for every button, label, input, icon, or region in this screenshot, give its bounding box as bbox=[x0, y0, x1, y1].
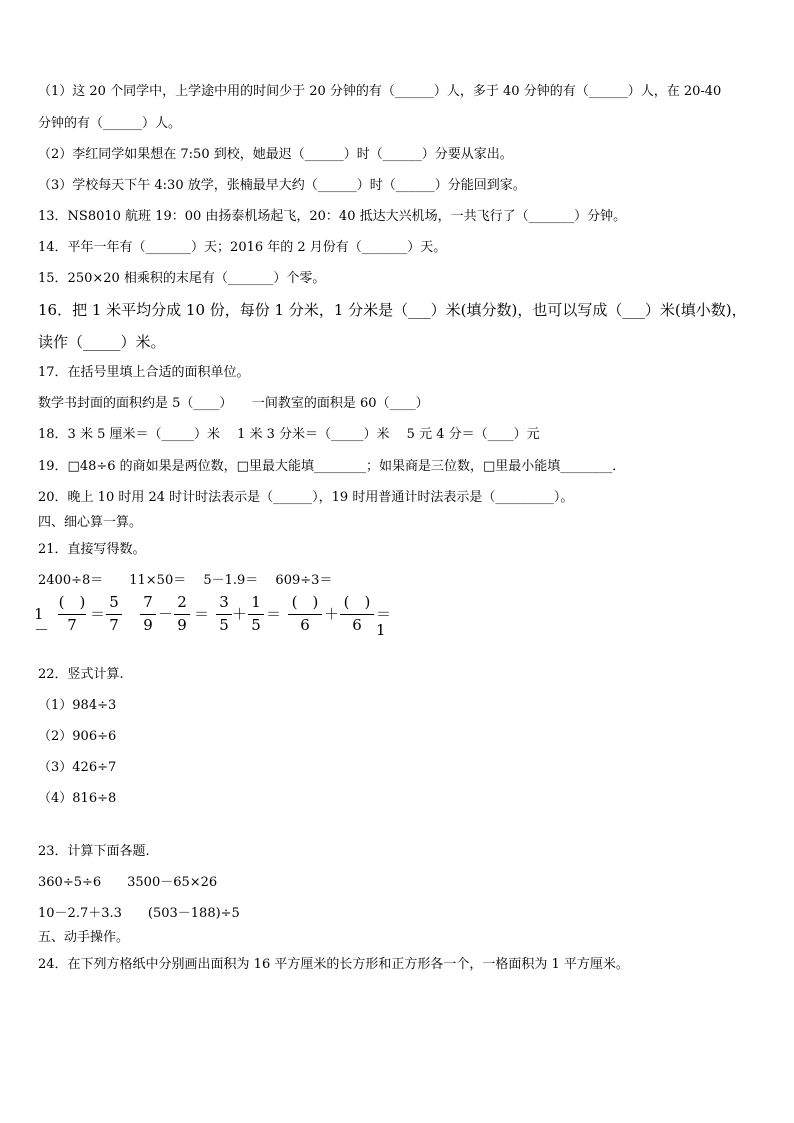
question-20: 20．晚上 10 时用 24 时计时法表示是（______），19 时用普通计时法表示是（_________）。 bbox=[38, 490, 574, 505]
fraction-8-denominator: 6 bbox=[352, 616, 362, 634]
fraction-5-plus: ＋ bbox=[232, 605, 248, 623]
fraction-8-equals: ＝1 bbox=[376, 605, 392, 639]
fraction-4-bar bbox=[174, 614, 190, 615]
fraction-4-numerator: 2 bbox=[177, 593, 187, 611]
question-13: 13．NS8010 航班 19：00 由扬泰机场起飞，20：40 抵达大兴机场，一共飞行了（_______）分钟。 bbox=[38, 209, 627, 224]
fraction-7-plus: ＋ bbox=[324, 605, 340, 623]
fraction-2-denominator: 7 bbox=[109, 616, 119, 634]
question-16-line-a: 16．把 1 米平均分成 10 份，每份 1 分米，1 分米是（___）米(填分数)，也可以写成（___）米(填小数)， bbox=[38, 301, 747, 319]
fraction-1-denominator: 7 bbox=[67, 616, 77, 634]
question-part-2: （2）李红同学如果想在 7:50 到校，她最迟（______）时（______）分要从家出。 bbox=[38, 147, 513, 162]
fraction-3-minus: － bbox=[158, 605, 174, 623]
question-22-item-4: （4）816÷8 bbox=[38, 791, 117, 806]
question-24: 24．在下列方格纸中分别画出面积为 16 平方厘米的长方形和正方形各一个，一格面积为 1 平方厘米。 bbox=[38, 957, 629, 972]
question-21-row-1: 2400÷8＝ 11×50＝ 5－1.9＝ 609÷3＝ bbox=[38, 573, 333, 588]
fraction-6-numerator: 1 bbox=[251, 593, 261, 611]
question-16-line-b: 读作（_____）米。 bbox=[38, 333, 166, 351]
fraction-lead: 1－ bbox=[34, 605, 50, 639]
fraction-1-equals: ＝ bbox=[90, 605, 106, 623]
fraction-5-numerator: 3 bbox=[219, 593, 229, 611]
fraction-1-numerator: ( ) bbox=[58, 593, 86, 611]
fraction-8-bar bbox=[340, 614, 374, 615]
fraction-6-bar bbox=[248, 614, 264, 615]
question-22-item-3: （3）426÷7 bbox=[38, 760, 117, 775]
question-14: 14．平年一年有（_______）天；2016 年的 2 月份有（_______）天。 bbox=[38, 240, 447, 255]
fraction-3-denominator: 9 bbox=[143, 616, 153, 634]
fraction-4-denominator: 9 bbox=[177, 616, 187, 634]
question-17: 17．在括号里填上合适的面积单位。 bbox=[38, 365, 250, 380]
fraction-7-denominator: 6 bbox=[300, 616, 310, 634]
question-23-row-1: 360÷5÷6 3500－65×26 bbox=[38, 875, 218, 890]
section-4-heading: 四、细心算一算。 bbox=[38, 515, 143, 530]
question-part-1-line-b: 分钟的有（______）人。 bbox=[38, 116, 182, 131]
fraction-5-bar bbox=[216, 614, 232, 615]
question-23-row-2: 10－2.7＋3.3 (503－188)÷5 bbox=[38, 906, 240, 921]
question-17-items: 数学书封面的面积约是 5（____） 一间教室的面积是 60（____） bbox=[38, 396, 429, 411]
question-21: 21．直接写得数。 bbox=[38, 542, 146, 557]
question-23: 23．计算下面各题. bbox=[38, 844, 150, 859]
fraction-7-numerator: ( ) bbox=[291, 593, 319, 611]
fraction-6-equals: ＝ bbox=[266, 605, 282, 623]
fraction-4-equals: ＝ bbox=[194, 605, 210, 623]
question-part-1-line-a: （1）这 20 个同学中，上学途中用的时间少于 20 分钟的有（______）人，多于 40 分钟的有（______）人，在 20-40 bbox=[38, 84, 722, 99]
fraction-2-numerator: 5 bbox=[109, 593, 119, 611]
fraction-8-numerator: ( ) bbox=[343, 593, 371, 611]
fraction-2-bar bbox=[106, 614, 122, 615]
fraction-3-bar bbox=[140, 614, 156, 615]
fraction-3-numerator: 7 bbox=[143, 593, 153, 611]
question-22-item-2: （2）906÷6 bbox=[38, 729, 117, 744]
fraction-1-bar bbox=[58, 614, 86, 615]
fraction-7-bar bbox=[288, 614, 322, 615]
question-22: 22．竖式计算. bbox=[38, 667, 124, 682]
section-5-heading: 五、动手操作。 bbox=[38, 930, 130, 945]
question-15: 15．250×20 相乘积的末尾有（_______）个零。 bbox=[38, 271, 326, 286]
question-19: 19．□48÷6 的商如果是两位数，□里最大能填________；如果商是三位数，□里最小能填________． bbox=[38, 459, 626, 474]
question-part-3: （3）学校每天下午 4:30 放学，张楠最早大约（______）时（______）分能回到家。 bbox=[38, 178, 526, 193]
question-22-item-1: （1）984÷3 bbox=[38, 698, 117, 713]
question-18: 18．3 米 5 厘米＝（_____）米 1 米 3 分米＝（_____）米 5 元 4 分＝（____）元 bbox=[38, 427, 540, 442]
fraction-5-denominator: 5 bbox=[219, 616, 229, 634]
fraction-6-denominator: 5 bbox=[251, 616, 261, 634]
